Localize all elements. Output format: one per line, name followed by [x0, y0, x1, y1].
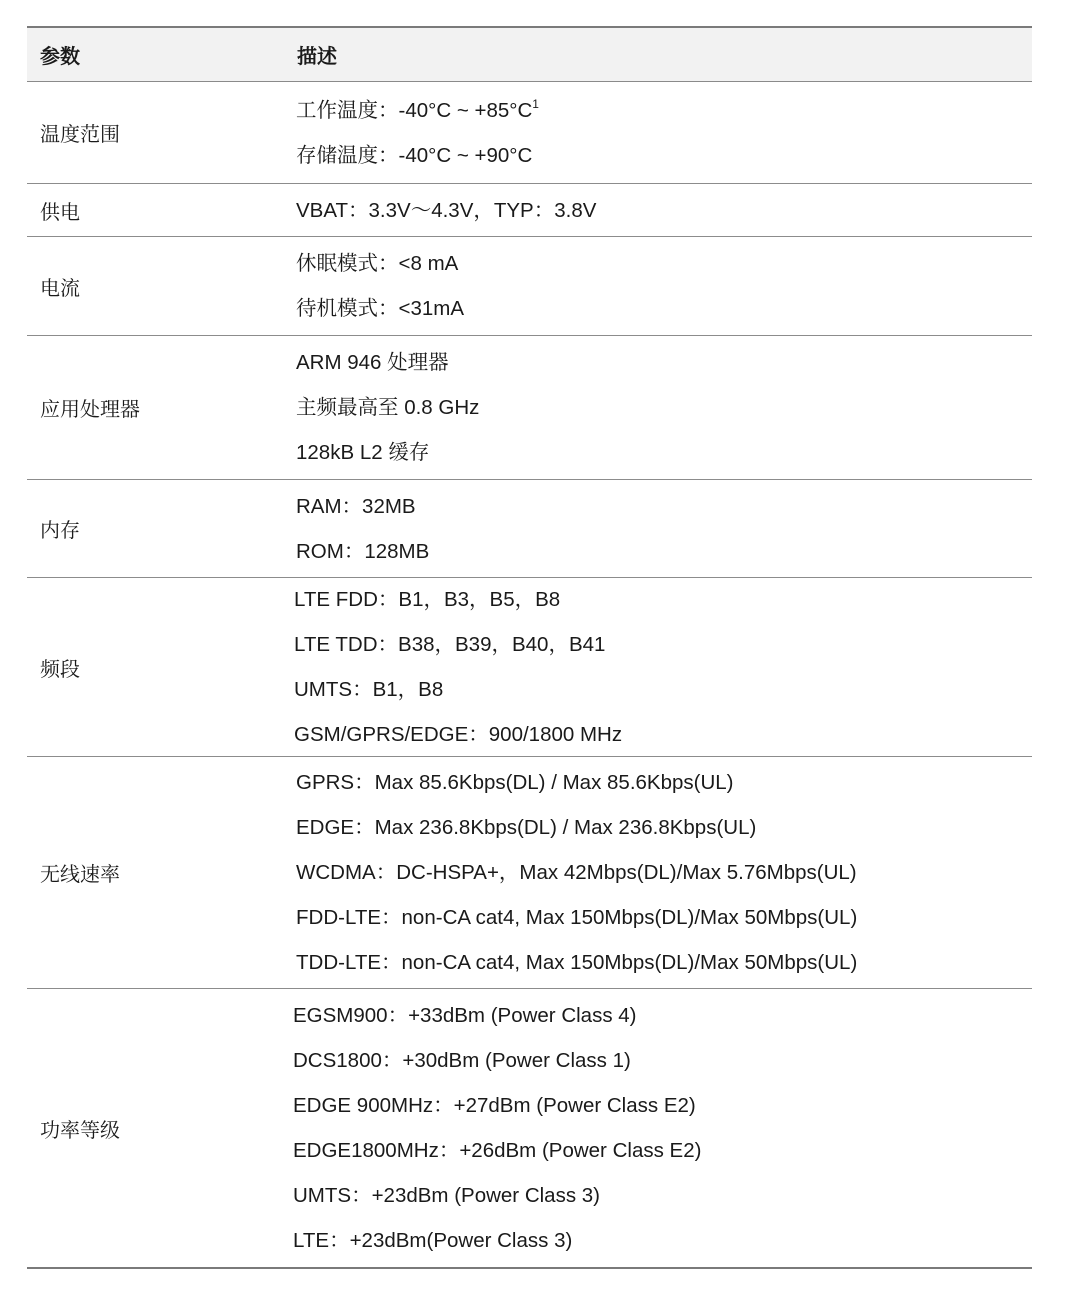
row-desc	[284, 237, 1032, 335]
header-param: 参数	[40, 46, 80, 68]
desc-line: 休眠模式：<8 mA	[296, 252, 459, 275]
desc-line: EGSM900：+33dBm (Power Class 4)	[293, 1004, 637, 1027]
desc-line: 128kB L2 缓存	[296, 441, 430, 464]
desc-line: WCDMA：DC-HSPA+，Max 42Mbps(DL)/Max 5.76Mbps(UL)	[296, 861, 857, 884]
desc-line: EDGE：Max 236.8Kbps(DL) / Max 236.8Kbps(UL)	[296, 816, 757, 839]
footnote-marker: 1	[532, 96, 539, 111]
desc-line: 待机模式：<31mA	[296, 297, 465, 320]
desc-line: 工作温度：-40°C ~ $+85^\circ C^1$	[296, 96, 539, 122]
desc-line: GPRS：Max 85.6Kbps(DL) / Max 85.6Kbps(UL)	[296, 771, 734, 794]
row-param: 电流	[40, 275, 80, 300]
table-header	[27, 28, 1032, 82]
table-row	[27, 336, 1032, 480]
row-desc	[284, 184, 1032, 236]
row-desc	[284, 480, 1032, 577]
table-row	[27, 82, 1032, 184]
desc-line: 存储温度：-40°C ~ +90°C	[296, 143, 533, 167]
desc-line: VBAT：3.3V～4.3V，TYP：3.8V	[296, 198, 597, 222]
row-param: 无线速率	[40, 862, 120, 886]
row-param: 频段	[40, 656, 80, 681]
row-desc	[284, 757, 1032, 988]
row-desc	[284, 82, 1032, 183]
row-desc	[284, 989, 1032, 1267]
row-param: 供电	[40, 199, 80, 224]
desc-line: 主频最高至 0.8 GHz	[296, 396, 480, 419]
desc-line: LTE TDD：B38，B39，B40，B41	[294, 633, 606, 656]
table-row	[27, 184, 1032, 237]
row-param: 温度范围	[40, 122, 120, 146]
desc-line: EDGE1800MHz：+26dBm (Power Class E2)	[293, 1139, 702, 1162]
row-param: 应用处理器	[40, 397, 140, 421]
desc-line: ROM：128MB	[296, 539, 430, 563]
table-row	[27, 757, 1032, 989]
table-row	[27, 578, 1032, 757]
desc-line: RAM：32MB	[296, 494, 416, 518]
desc-line: UMTS：+23dBm (Power Class 3)	[293, 1184, 601, 1207]
row-desc	[284, 578, 1032, 756]
row-param: 功率等级	[40, 1117, 120, 1142]
row-desc	[284, 336, 1032, 479]
table-row	[27, 480, 1032, 578]
desc-line: EDGE 900MHz：+27dBm (Power Class E2)	[293, 1094, 696, 1117]
table-row	[27, 989, 1032, 1267]
spec-table	[27, 26, 1032, 1269]
header-desc: 描述	[297, 46, 337, 68]
desc-line: LTE：+23dBm(Power Class 3)	[293, 1229, 573, 1252]
desc-line: FDD-LTE：non-CA cat4, Max 150Mbps(DL)/Max 50Mbps(UL)	[296, 906, 858, 929]
desc-line: ARM 946 处理器	[296, 351, 449, 374]
desc-line: UMTS：B1，B8	[294, 678, 444, 701]
desc-line: LTE FDD：B1，B3，B5，B8	[294, 588, 561, 611]
row-param: 内存	[40, 518, 80, 542]
table-row	[27, 237, 1032, 336]
desc-line: DCS1800：+30dBm (Power Class 1)	[293, 1049, 631, 1072]
desc-line: GSM/GPRS/EDGE：900/1800 MHz	[294, 723, 623, 746]
desc-line: TDD-LTE：non-CA cat4, Max 150Mbps(DL)/Max 50Mbps(UL)	[296, 951, 858, 974]
